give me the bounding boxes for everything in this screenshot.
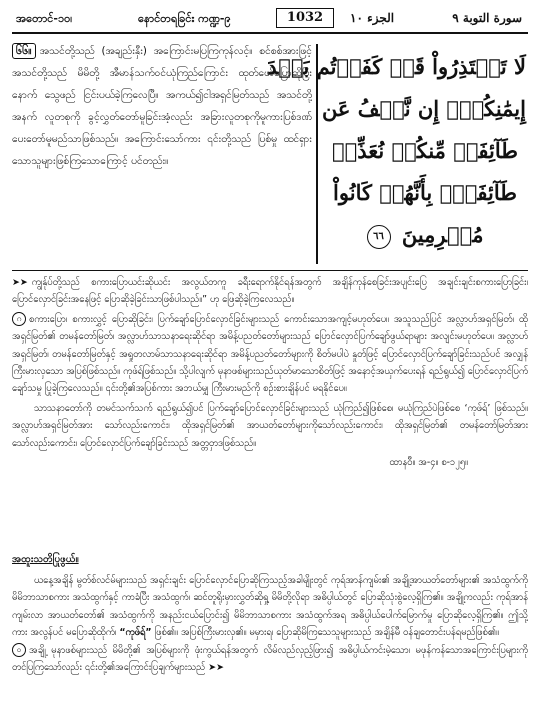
ayah-number-mark: ٦٦ [367, 225, 391, 249]
translation-text-tail: အကြောင်းသော်ကား ၎င်းတို့သည် ပြစ်မှု ထင်ရှားသောသူများဖြစ်ကြသောကြောင့် ပင်တည်း။ [12, 133, 313, 167]
special-note-bold-word: “ကုဖ်ရ်” [119, 627, 152, 639]
special-note-para-2-text: အချို့ မုနာဖစ်များသည် မိမိတို့၏ အပြစ်များကို ဖုံးကွယ်ရန်အတွက် လိမ်လည်လှည့်ဖြား၍ အဓိပ္ပါယ်ကင်းမဲ့သော၊ မဖုန်ကန်သောအကြောင်းပြများကိုတင်ပြကြသော်လည်း ၎င်းတို့၏အကြောင်းပြချက်များသည် [12, 644, 528, 674]
verse-rule [12, 270, 528, 271]
commentary-para-2 [12, 400, 528, 452]
commentary-intro-text: ကျွန်ုပ်တို့သည် စကားပြောယင်းဆိုယင်း အလွယ်တကူ ခရီးရောက်နိုင်ရန်အတွက် အချိန်ကုန်စေခြင်းအပျင်းပြေ အချင်းချင်းစကားပြောခြင်း၊ ပြောင်လှောင်ခြင်းအနေဖြင့် ပြောဆိုခဲ့ခြင်းသာဖြစ်ပါသည်။” ဟု ဖြေဆိုခဲ့ကြလေသည်။ [12, 277, 528, 306]
footnote-badge-1: ဂ [12, 312, 26, 326]
header-juz: الجزء ١٠ [350, 11, 395, 25]
special-note [12, 572, 528, 676]
header-section-title: နောင်တရခြင်း ကဏ္ဍ-၉ [138, 12, 231, 25]
commentary-para-1-text: စကားပြော၊ စကားလွှင့် ပြောဆိုခြင်း၊ ပြက်ချော်ပြောင်လှောင်ခြင်းများသည် ကောင်းသောအကျင့်မဟုတ်ပေ။ အသူသည်ပြင် အလ္လာဟ်အရှင်မြတ်၊ ထိုအရှင်မြတ်၏ တမန်တော်မြတ်၊ အလ္လာဟ်သာသနာရေးဆိုင်ရာ အမိန့်ပညတ်တော်များသည် ပြောင်လှောင်ပြက်ချော်ဖွယ်ရာများ အလျင်းမဟုတ်ပေ။ အလ္လာဟ်အရှင်မြတ်၊ တမန်တော်မြတ်နှင့် အရှုတလာမ်သာသနာရေးဆိုင်ရာ အမိန့်ပညတ်တော်များကို စိတ်မပါပဲ နှုတ်ဖြင့် ပြောင်လှောင်ပြက်ချော်ခြင်းသည်ပင် အလျှန်ကြီးမားလှသော အပြစ်ဖြစ်သည်။ ကုဖ်ရ်ဖြစ်သည်။ သို့ပါလျက် မုနာဖစ်များသည်ယုတ်မာသောစိတ်ဖြင့် အနောင့်အယှက်ပေးရန် ရည်ရွယ်၍ ပြောင်လှောင်ပြက်ချော်သမှု ပြုခဲ့ကြလေသည်။ ၎င်းတို့၏အပြစ်ကား အဘယ်မျှ ကြီးမားမည်ကို စဉ်းစားချိန်ပင် မရနိုင်ပေ။ [12, 313, 528, 395]
arabic-line-5 [324, 214, 526, 256]
header-chapter-left: အတောင်-၁၀၊ [16, 12, 73, 25]
translation-text: အသင်တို့သည် (အချည်းနှီး) အကြောင်းမပြကြကုန်လင့်။ စင်စစ်အားဖြင့် အသင်တို့သည် မိမိတို့ အီမာန်သက်ဝင်ယုံကြည်ကြောင်း ထုတ်ဖော်ပြောဆိုပြီးနောက် သွေဖည် ငြင်းပယ်ခဲ့ကြလေပြီ။ အကယ်၍ငါအရှင်မြတ်သည် အသင်တို့အနက် လူတစုကို ခွင့်လွှတ်တော်မူခြင်းအံ့လည်း အခြားလူတစုကိုမူကားပြစ်ဒဏ်ပေးတော်မူမည်သာဖြစ်သည်။ [12, 45, 312, 145]
commentary-para-1 [12, 311, 528, 398]
special-note-para-1-text: ယနေ့အချိန် မွတ်စ်လင်မ်များသည် အရှင်းချင်း ပြောင်လှောင်ပြောဆိုကြသည့်အခါမျိုးတွင် ကုရ်အာန်ကျမ်း၏ အချို့အာယတ်တော်များ၏ အသံထွက်ကို မိမိဘာသာစကား အသံထွက်နှင့် ကာခံပြီး အသံထွက်၊ ဆင်တူရိုးမှားလွှတ်ဆိုရှု့ မိမိတို့လိုရာ အဓိပ္ပါယ်တွင် ပြောဆိုသုံးစွဲလေ့ရှိကြ၏။ အချို့ကလည်း ကုရ်အာန်ကျမ်းလာ အာယတ်တော်၏ အသံထွက်ကို အနည်းငယ်ပြောင်း၍ မိမိဘာသာစကား အသံထွက်အရ အဓိပ္ပါယ်ပေါက်မြောက်မှု ပြောဆိုလေ့ရှိကြ၏။ ဤသို့ကား အလွန်ပင် မပြောဆိုထိုက်၊ [12, 575, 528, 639]
footnote-badge-2: ဝ [12, 643, 26, 657]
header-rule [12, 32, 528, 34]
header-sura: سورة التوبة ٩ [452, 11, 522, 25]
arabic-line-5-text: مُجۡرِمِينَ [401, 222, 484, 247]
special-note-para-1 [12, 572, 528, 642]
commentary-para-2-text: သာသနာတော်ကို တမင်သက်သက် ရည်ရွယ်၍ပင် ပြက်ချော်ပြောင်လှောင်ခြင်းများသည် ယုံကြည်၍ဖြစ်စေ၊ မယုံကြည်ပဲဖြစ်စေ ‘ကုဖ်ရ်’ ဖြစ်သည်။ အလ္လာဟ်အရှင်မြတ်အား သော်လည်းကောင်း၊ ထိုအရှင်မြတ်၏ အာယတ်တော်များကိုသော်လည်းကောင်း၊ ထိုအရှင်မြတ်၏ တမန်တော်မြတ်အားသော်လည်းကောင်း၊ ပြောင်လှောင်ပြက်ချော်ခြင်းသည် အတ္တဝှာဒဖြစ်သည်။ [12, 402, 528, 449]
page [12, 6, 528, 706]
continuation-arrow-icon: ➤➤ [12, 277, 28, 288]
commentary-source: ထာနဝီ။ အ-၄။ စ-၁၂၅။ [389, 457, 468, 469]
arabic-line-3: طَآئِفَةٖ مِّنكُمۡ نُعَذِّبۡ [332, 138, 518, 163]
arabic-verse [267, 46, 526, 262]
commentary [12, 274, 528, 473]
arabic-line-2: إِيمَٰنِكُمۡۚ إِن نَّعۡفُ عَن [321, 96, 526, 121]
section-heading: အထူးသတိပြုဖွယ်။ [12, 554, 79, 565]
special-note-para-2 [12, 642, 528, 677]
special-note-para-1-tail: ဖြစ်၏။ အပြစ်ကြီးမားလှ၏။ မမှားရ၊ ပြောဆိုမိကြသေသူများသည် အချိန်မီ ဝန်ချတောင်းပန်ရမည်ဖြစ်၏။ [151, 627, 499, 639]
verse-marker: ၆၆။ [12, 43, 36, 59]
commentary-intro [12, 274, 528, 309]
page-continue-arrow-icon: ➤➤ [208, 662, 224, 674]
arabic-line-4: طَآئِفَةَۢ بِأَنَّهُمۡ كَانُواْ [333, 180, 517, 205]
arabic-line-1: لَا تَعۡتَذِرُواْ قَدۡ كَفَرۡتُم بَعۡدَ [267, 54, 526, 79]
page-number: 1032 [276, 8, 334, 28]
page-header [12, 6, 528, 32]
verse-block [12, 40, 528, 268]
